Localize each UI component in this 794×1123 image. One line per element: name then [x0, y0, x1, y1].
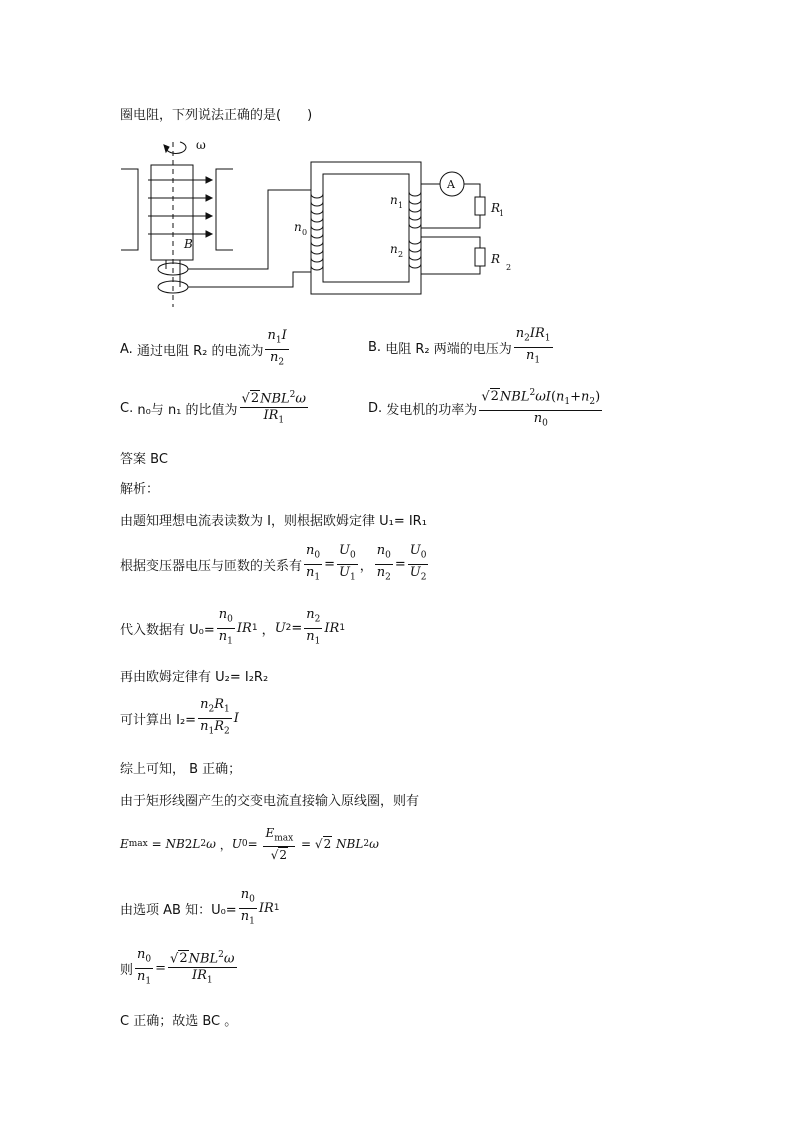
n0-label: n — [294, 220, 302, 234]
option-c[interactable]: C. n₀与 n₁ 的比值为 $\frac{√2NBL^2\omega}{IR_1}$ — [120, 390, 307, 426]
analysis-line-9: 由选项 AB 知：U₀= $\frac{n_0}{n_1}$ IR 1 — [120, 886, 280, 927]
b-field-label: B — [184, 237, 193, 251]
svg-text:0: 0 — [302, 228, 308, 237]
r2-label: R — [491, 252, 501, 266]
svg-text:1: 1 — [499, 209, 505, 218]
analysis-line-8: E max = NB 2 L 2 ω ， U 0 = $\frac{E_{max}}{√2}$ = √ 2 NBL 2 ω — [120, 825, 379, 863]
circuit-diagram — [118, 132, 505, 307]
n1-label: n — [390, 193, 398, 207]
option-d[interactable]: D. 发电机的功率为 $\frac{√2NBL^2\omega I(n_1+n_2)}{n_0}$ — [368, 387, 601, 429]
n2-label: n — [390, 242, 398, 256]
analysis-title: 解析： — [120, 482, 160, 497]
svg-text:2: 2 — [398, 250, 404, 259]
omega-label: ω — [196, 138, 206, 152]
analysis-line-1: 由题知理想电流表读数为 I，则根据欧姆定律 U₁= IR₁ — [120, 514, 427, 529]
analysis-line-7: 由于矩形线圈产生的交变电流直接输入原线圈，则有 — [120, 794, 420, 809]
option-b[interactable]: B. 电阻 R₂ 两端的电压为 $\frac{n_2IR_1}{n_1}$ — [368, 325, 551, 366]
svg-text:1: 1 — [398, 201, 404, 210]
analysis-line-5: 可计算出 I₂= $\frac{n_2R_1}{n_1R_2}$ I — [120, 696, 239, 737]
option-a[interactable]: A. 通过电阻 R₂ 的电流为 $\frac{n_1I}{n_2}$ — [120, 327, 287, 368]
r1-label: R — [491, 201, 501, 215]
answer: 答案 BC — [120, 452, 168, 467]
analysis-line-6: 综上可知， B 正确； — [120, 762, 242, 777]
question-stem: 圈电阻，下列说法正确的是( ) — [120, 108, 313, 123]
analysis-line-10: 则 $\frac{n_0}{n_1}$ = $\frac{√2NBL^2\omega}{IR_1}$ — [120, 946, 235, 987]
ammeter-label: A — [447, 178, 455, 191]
analysis-line-4: 再由欧姆定律有 U₂= I₂R₂ — [120, 670, 269, 685]
analysis-line-3: 代入数据有 U₀= $\frac{n_0}{n_1}$ IR 1 ， U 2 = $\frac{n_2}{n_1}$ IR 1 — [120, 606, 346, 647]
analysis-line-11: C 正确；故选 BC 。 — [120, 1014, 238, 1029]
analysis-line-2: 根据变压器电压与匝数的关系有 $\frac{n_0}{n_1}$ = $\frac{U_0}{U_1}$ ， $\frac{n_0}{n_2}$ = $\frac{U_0}{U_2}$ — [120, 542, 427, 583]
